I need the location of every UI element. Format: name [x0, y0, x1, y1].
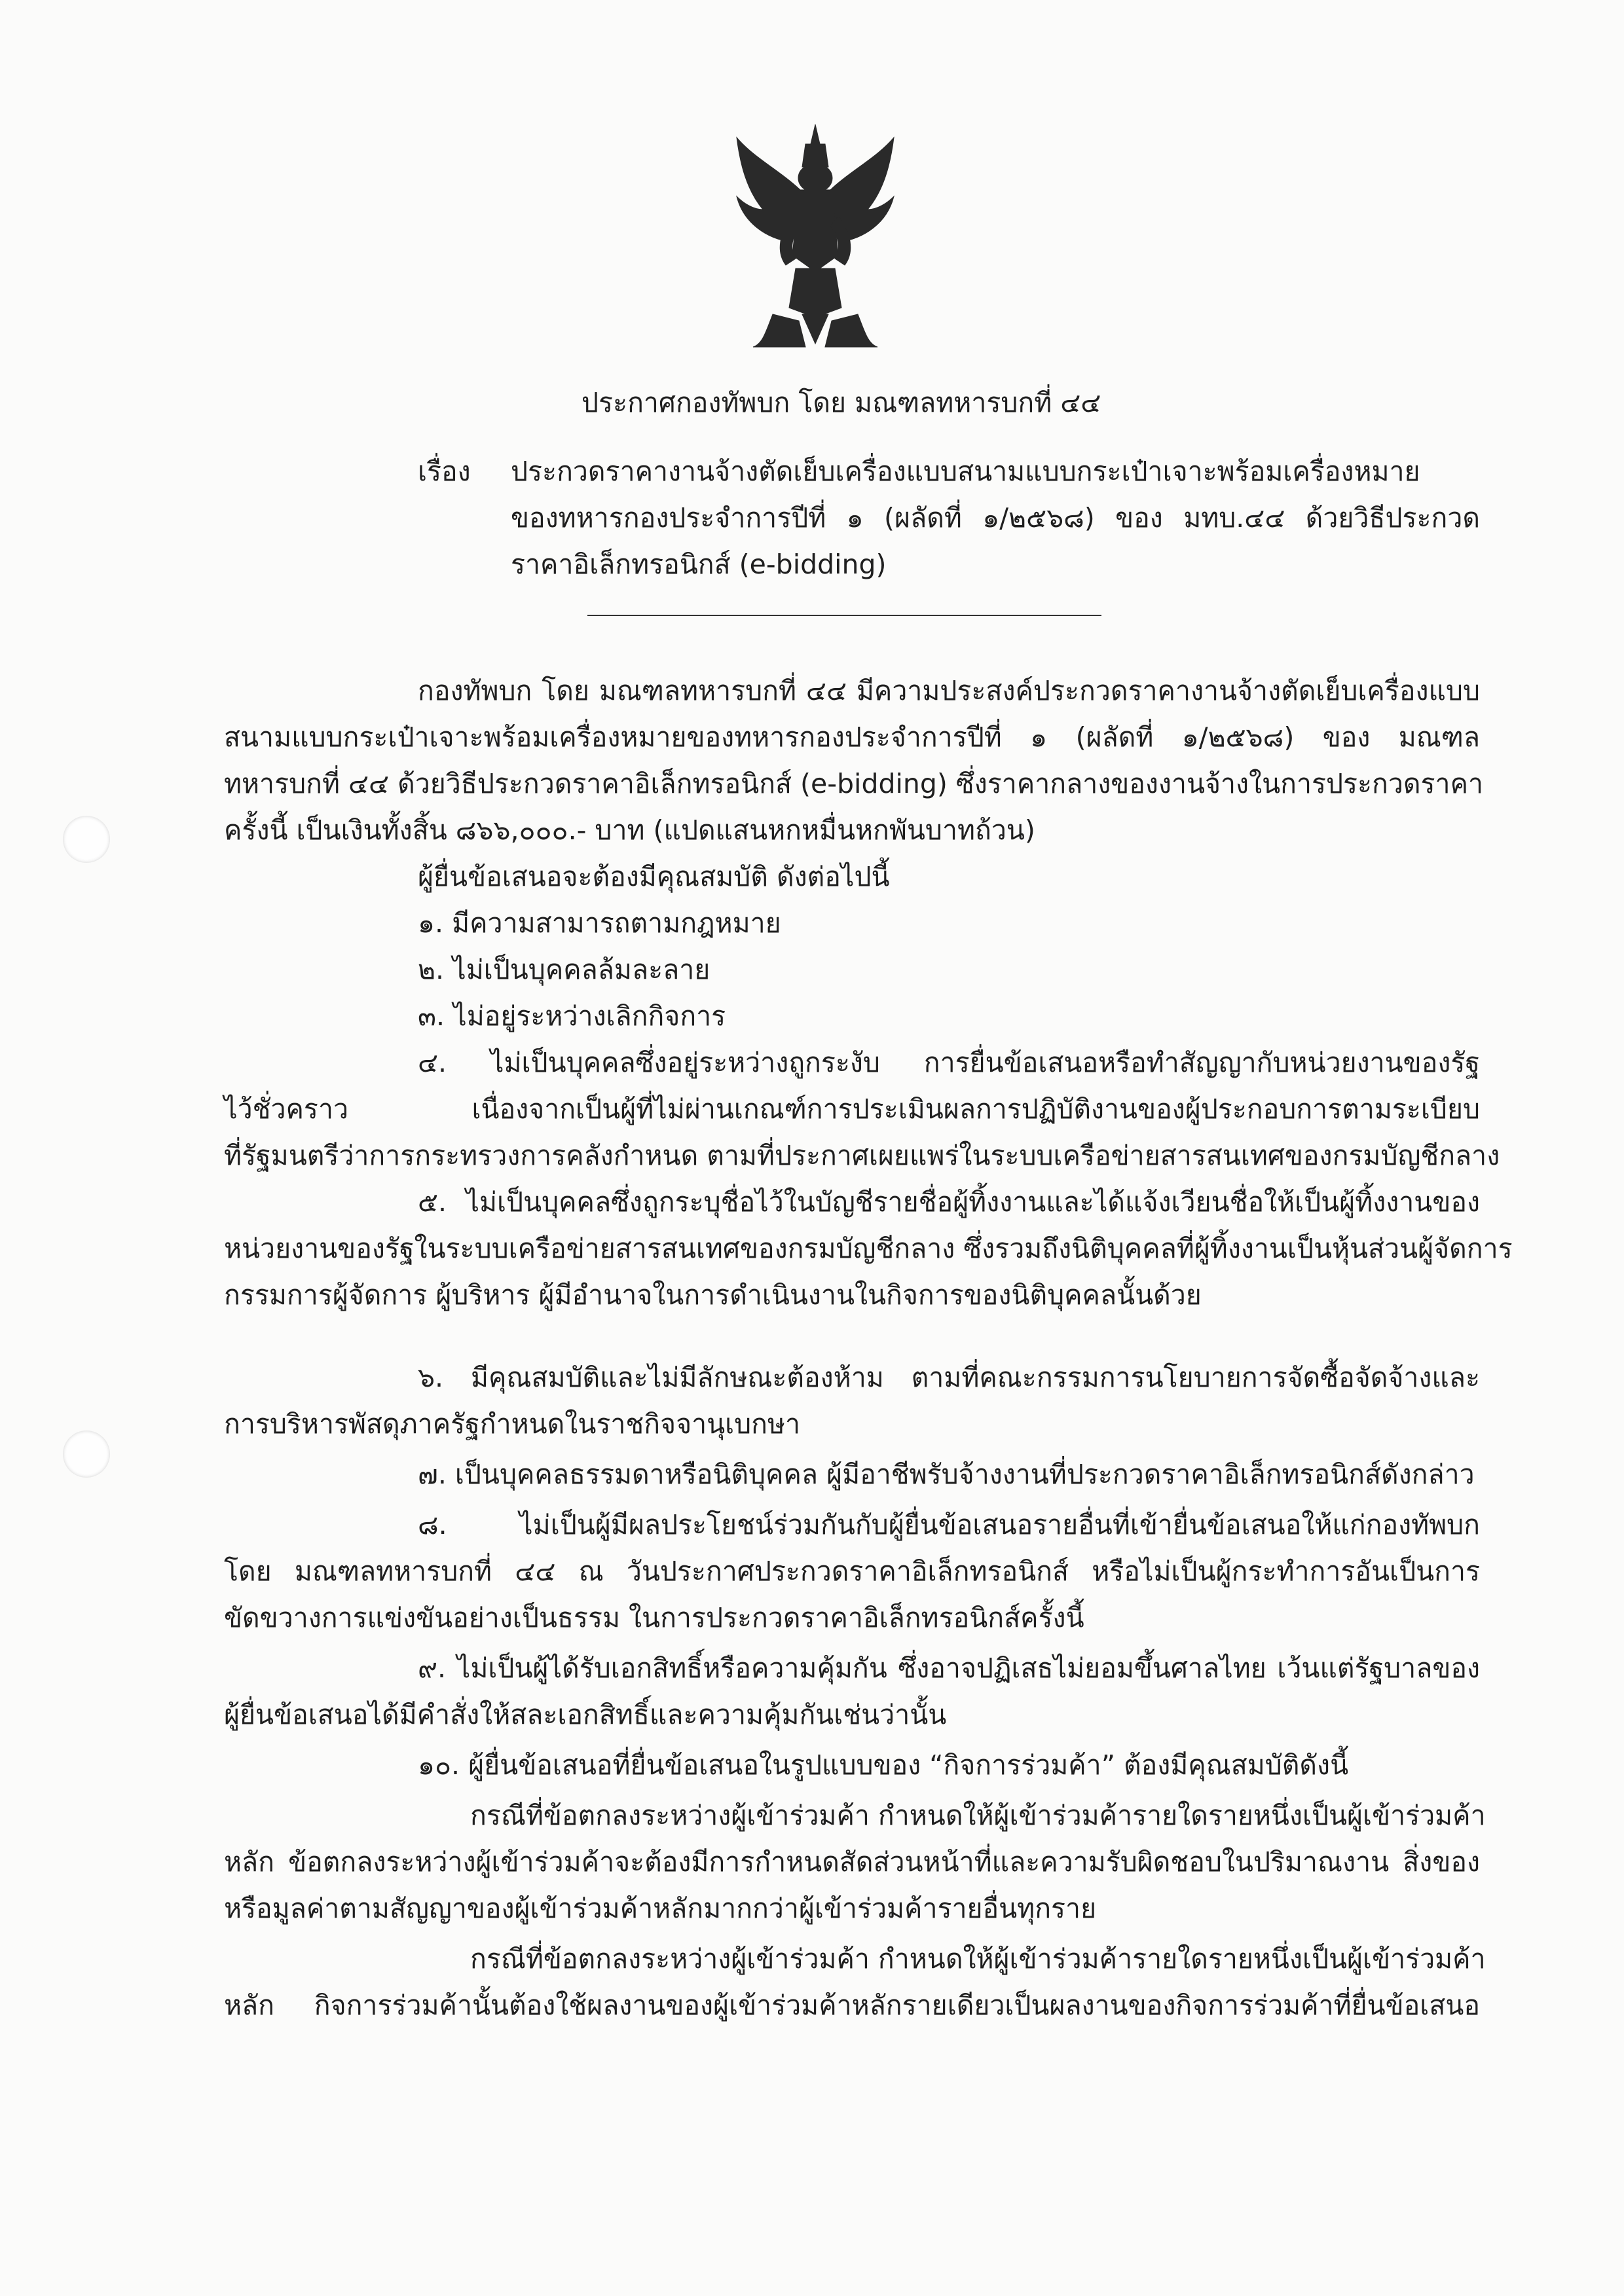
list-item: ๕. ไม่เป็นบุคคลซึ่งถูกระบุชื่อไว้ในบัญชีรายชื่อผู้ทิ้งงานและได้แจ้งเวียนชื่อให้เป็นผู้ทิ้งงานของ: [418, 1186, 1480, 1218]
body-line: กรรมการผู้จัดการ ผู้บริหาร ผู้มีอำนาจในการดำเนินงานในกิจการของนิติบุคคลนั้นด้วย: [224, 1279, 1202, 1311]
list-item: ๗. เป็นบุคคลธรรมดาหรือนิติบุคคล ผู้มีอาชีพรับจ้างงานที่ประกวดราคาอิเล็กทรอนิกส์ดังกล่าว: [418, 1459, 1475, 1490]
list-item: ๒. ไม่เป็นบุคคลล้มละลาย: [418, 954, 710, 985]
body-line: กรณีที่ข้อตกลงระหว่างผู้เข้าร่วมค้า กำหนดให้ผู้เข้าร่วมค้ารายใดรายหนึ่งเป็นผู้เข้าร่วมค้า: [470, 1943, 1486, 1975]
body-line: ที่รัฐมนตรีว่าการกระทรวงการคลังกำหนด ตามที่ประกาศเผยแพร่ในระบบเครือข่ายสารสนเทศของกรมบัญชีกลาง: [224, 1140, 1500, 1171]
garuda-emblem-icon: [727, 118, 904, 354]
body-line: ขัดขวางการแข่งขันอย่างเป็นธรรม ในการประกวดราคาอิเล็กทรอนิกส์ครั้งนี้: [224, 1602, 1084, 1633]
list-item: ๔. ไม่เป็นบุคคลซึ่งอยู่ระหว่างถูกระงับ การยื่นข้อเสนอหรือทำสัญญากับหน่วยงานของรัฐ: [418, 1047, 1480, 1078]
hole-punch: [63, 816, 110, 863]
body-line: กรณีที่ข้อตกลงระหว่างผู้เข้าร่วมค้า กำหนดให้ผู้เข้าร่วมค้ารายใดรายหนึ่งเป็นผู้เข้าร่วมค้า: [470, 1800, 1486, 1831]
body-line: หน่วยงานของรัฐในระบบเครือข่ายสารสนเทศของกรมบัญชีกลาง ซึ่งรวมถึงนิติบุคคลที่ผู้ทิ้งงานเป็นหุ้นส่วนผู้จัดการ: [224, 1233, 1513, 1264]
list-item: ๑๐. ผู้ยื่นข้อเสนอที่ยื่นข้อเสนอในรูปแบบของ “กิจการร่วมค้า” ต้องมีคุณสมบัติดังนี้: [418, 1749, 1349, 1781]
subject-line: ประกวดราคางานจ้างตัดเย็บเครื่องแบบสนามแบบกระเป๋าเจาะพร้อมเครื่องหมาย: [511, 456, 1420, 487]
body-line: โดย มณฑลทหารบกที่ ๔๔ ณ วันประกาศประกวดราคาอิเล็กทรอนิกส์ หรือไม่เป็นผู้กระทำการอันเป็นการ: [224, 1556, 1480, 1587]
body-line: หรือมูลค่าตามสัญญาของผู้เข้าร่วมค้าหลักมากกว่าผู้เข้าร่วมค้ารายอื่นทุกราย: [224, 1893, 1097, 1924]
body-line: หลัก กิจการร่วมค้านั้นต้องใช้ผลงานของผู้เข้าร่วมค้าหลักรายเดียวเป็นผลงานของกิจการร่วมค้าที่ยื่นข้อเสนอ: [224, 1990, 1480, 2021]
list-item: ๙. ไม่เป็นผู้ได้รับเอกสิทธิ์หรือความคุ้มกัน ซึ่งอาจปฏิเสธไม่ยอมขึ้นศาลไทย เว้นแต่รัฐบาลของ: [418, 1652, 1480, 1684]
subject-line: ของทหารกองประจำการปีที่ ๑ (ผลัดที่ ๑/๒๕๖๘) ของ มทบ.๔๔ ด้วยวิธีประกวด: [511, 502, 1480, 534]
list-item: ๘. ไม่เป็นผู้มีผลประโยชน์ร่วมกันกับผู้ยื่นข้อเสนอรายอื่นที่เข้ายื่นข้อเสนอให้แก่กองทัพบก: [418, 1509, 1480, 1540]
body-line: ผู้ยื่นข้อเสนอจะต้องมีคุณสมบัติ ดังต่อไปนี้: [418, 861, 890, 892]
list-item: ๓. ไม่อยู่ระหว่างเลิกกิจการ: [418, 1000, 726, 1032]
body-line: ทหารบกที่ ๔๔ ด้วยวิธีประกวดราคาอิเล็กทรอนิกส์ (e-bidding) ซึ่งราคากลางของงานจ้างในการประกวดราคา: [224, 768, 1484, 799]
list-item: ๑. มีความสามารถตามกฎหมาย: [418, 907, 781, 939]
subject-label: เรื่อง: [418, 456, 471, 487]
body-line: การบริหารพัสดุภาครัฐกำหนดในราชกิจจานุเบกษา: [224, 1408, 801, 1440]
title-divider: [587, 615, 1101, 616]
body-line: ครั้งนี้ เป็นเงินทั้งสิ้น ๘๖๖,๐๐๐.- บาท (แปดแสนหกหมื่นหกพันบาทถ้วน): [224, 814, 1035, 846]
body-line: หลัก ข้อตกลงระหว่างผู้เข้าร่วมค้าจะต้องมีการกำหนดสัดส่วนหน้าที่และความรับผิดชอบในปริมาณงาน สิ่งของ: [224, 1846, 1480, 1878]
hole-punch: [63, 1430, 110, 1478]
body-line: ผู้ยื่นข้อเสนอได้มีคำสั่งให้สละเอกสิทธิ์และความคุ้มกันเช่นว่านั้น: [224, 1699, 947, 1730]
body-line: กองทัพบก โดย มณฑลทหารบกที่ ๔๔ มีความประสงค์ประกวดราคางานจ้างตัดเย็บเครื่องแบบ: [418, 675, 1480, 706]
body-line: ไว้ชั่วคราว เนื่องจากเป็นผู้ที่ไม่ผ่านเกณฑ์การประเมินผลการปฏิบัติงานของผู้ประกอบการตามระเบียบ: [224, 1093, 1480, 1125]
body-line: สนามแบบกระเป๋าเจาะพร้อมเครื่องหมายของทหารกองประจำการปีที่ ๑ (ผลัดที่ ๑/๒๕๖๘) ของ มณฑล: [224, 721, 1480, 753]
subject-line: ราคาอิเล็กทรอนิกส์ (e-bidding): [511, 549, 887, 580]
document-title: ประกาศกองทัพบก โดย มณฑลทหารบกที่ ๔๔: [581, 387, 1101, 418]
list-item: ๖. มีคุณสมบัติและไม่มีลักษณะต้องห้าม ตามที่คณะกรรมการนโยบายการจัดซื้อจัดจ้างและ: [418, 1362, 1480, 1393]
